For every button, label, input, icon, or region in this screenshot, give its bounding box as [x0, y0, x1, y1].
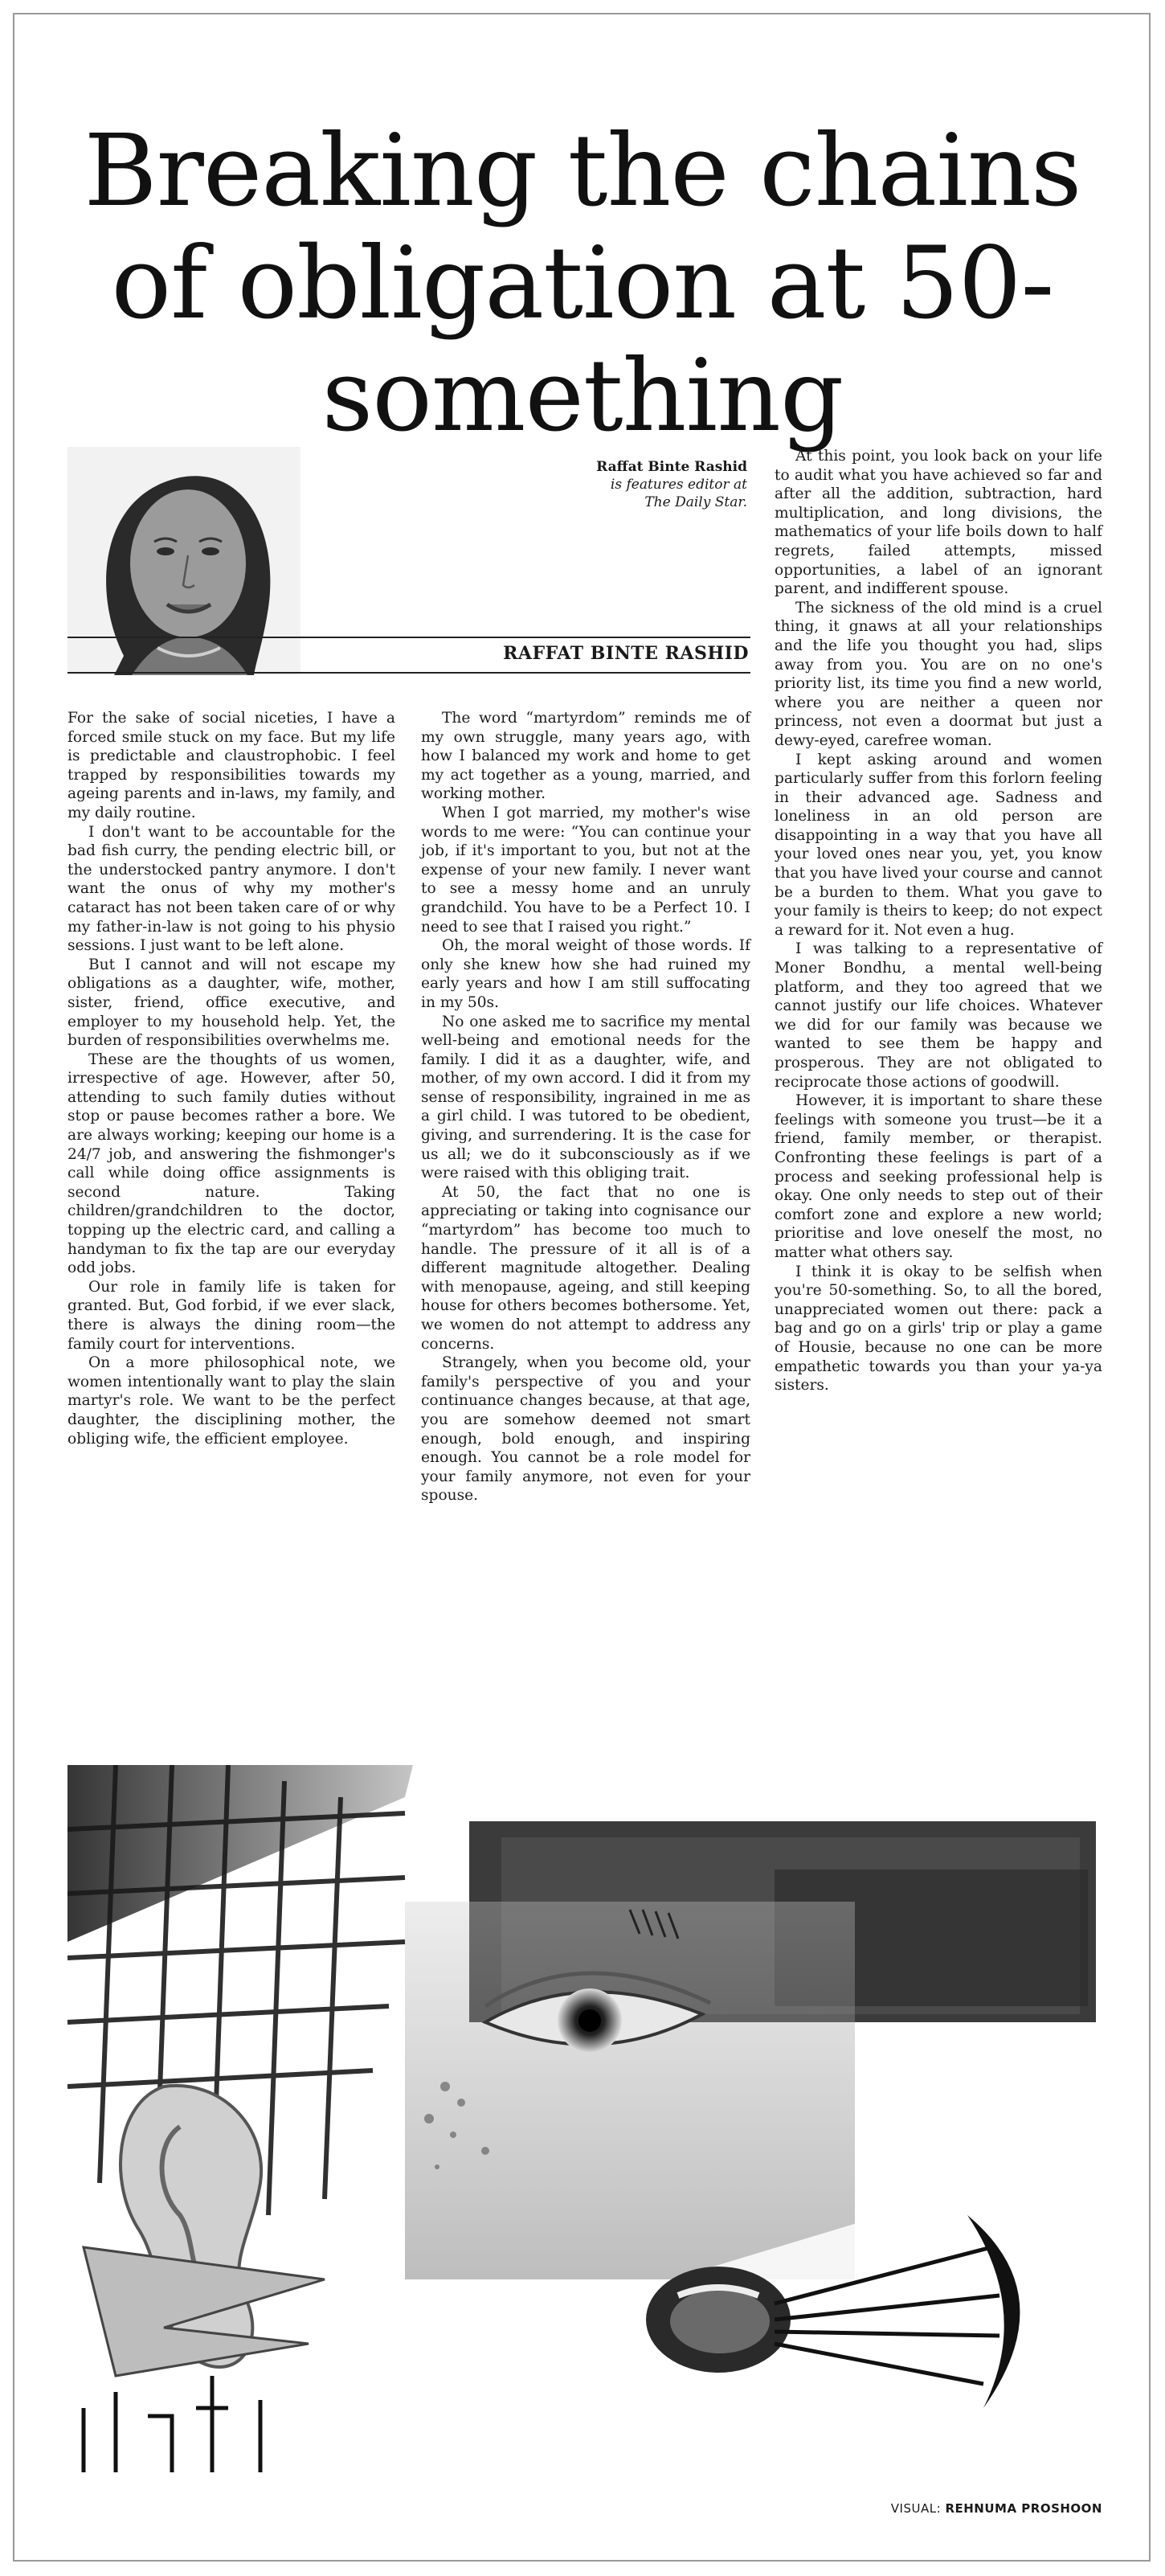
byline: RAFFAT BINTE RASHID: [503, 643, 749, 664]
paragraph: Our role in family life is taken for granted. But, God forbid, if we ever slack, there is always the dining room—the family court for interventions.: [67, 1278, 395, 1353]
visual-credit-name: REHNUMA PROSHOON: [945, 2501, 1102, 2516]
paragraph: Oh, the moral weight of those words. If only she knew how she had ruined my early years and how I am still suffocating in my 50s.: [421, 937, 750, 1011]
article-column-1: [67, 709, 395, 1448]
author-credit-role: is features editor at: [610, 477, 747, 493]
paragraph: The sickness of the old mind is a cruel thing, it gnaws at all your relationships and the life you thought you had, slips away from you. You are on no one's priority list, its time you find a new world, where you are neither a queen nor princess, not even a doormat but just a dewy-eyed, carefree woman.: [775, 599, 1102, 749]
author-photo: [67, 447, 300, 675]
paragraph: However, it is important to share these feelings with someone you trust—be it a friend, family member, or therapist. Confronting these feelings is part of a process and seeking professional help is okay. One only needs to step out of their comfort zone and explore a new world; prioritise and love oneself the most, no matter what others say.: [775, 1092, 1102, 1261]
paragraph: But I cannot and will not escape my obligations as a daughter, wife, mother, sister, friend, office executive, and employer to my household help. Yet, the burden of responsibilities overwhelms me.: [67, 956, 395, 1050]
paragraph: On a more philosophical note, we women intentionally want to play the slain martyr's role. We want to be the perfect daughter, the disciplining mother, the obliging wife, the efficient employee.: [67, 1354, 395, 1448]
paragraph: I was talking to a representative of Moner Bondhu, a mental well-being platform, and they too agreed that we cannot justify our life choices. Whatever we did for our family was because we wanted to see them be happy and prosperous. They are not obligated to reciprocate those actions of goodwill.: [775, 940, 1102, 1091]
visual-credit-label: VISUAL:: [890, 2501, 942, 2516]
paragraph: Strangely, when you become old, your family's perspective of you and your continuance changes because, at that age, you are somehow deemed not smart enough, bold enough, and inspiring enough. You cannot be a role model for your family anymore, not even for your spouse.: [421, 1354, 750, 1505]
author-portrait-icon: [67, 447, 300, 675]
paragraph: When I got married, my mother's wise words to me were: “You can continue your job, if it's important to you, but not at the expense of your new family. I never want to see a messy home and an unruly grandchild. You have to be a Perfect 10. I need to see that I raised you right.”: [421, 804, 750, 936]
byline-top-rule: [67, 637, 750, 638]
paragraph: I think it is okay to be selfish when you're 50-something. So, to all the bored, unappreciated women out there: pack a bag and go on a girls' trip or play a game of Housie, because no one can be more empathetic towards you than your ya-ya sisters.: [775, 1263, 1102, 1394]
paragraph: These are the thoughts of us women, irrespective of age. However, after 50, attending to such family duties without stop or pause becomes rather a bore. We are always working; keeping our home is a 24/7 job, and answering the fishmonger's call while doing office assignments is second nature. Taking children/grandchildren to the doctor, topping up the electric card, and calling a handyman to fix the tap are our everyday odd jobs.: [67, 1050, 395, 1277]
paragraph: For the sake of social niceties, I have a forced smile stuck on my face. But my life is predictable and claustrophobic. I feel trapped by responsibilities towards my ageing parents and in-laws, my family, and my daily routine.: [67, 710, 395, 821]
collage-illustration-icon: [67, 1765, 1102, 2488]
author-credit: [514, 458, 747, 511]
paragraph: No one asked me to sacrifice my mental well-being and emotional needs for the family. I did it as a daughter, wife, and mother, of my own accord. I did it from my sense of responsibility, ingrained in me as a girl child. I was tutored to be obedient, giving, and surrendering. It is the case for us all; we do it subconsciously as if we were raised with this obliging trait.: [421, 1013, 750, 1182]
author-credit-name: Raffat Binte Rashid: [596, 459, 747, 475]
article-column-2: [421, 709, 750, 1505]
paragraph: I kept asking around and women particularly suffer from this forlorn feeling in their advanced age. Sadness and loneliness in an old person are disappointing in a way that you have all your loved ones near you, yet, you know that you have lived your course and cannot be a burden to them. What you gave to your family is theirs to keep; do not expect a reward for it. Not even a hug.: [775, 751, 1102, 939]
paragraph: I don't want to be accountable for the bad fish curry, the pending electric bill, or the understocked pantry anymore. I don't want the onus of why my mother's cataract has not been taken care of or why my father-in-law is not going to his physio sessions. I just want to be left alone.: [67, 823, 395, 955]
author-credit-publication: The Daily Star.: [644, 494, 747, 510]
illustration: [67, 1765, 1102, 2488]
visual-credit: [891, 2501, 1102, 2516]
paragraph: The word “martyrdom” reminds me of my own struggle, many years ago, with how I balanced my work and home to get my act together as a young, married, and working mother.: [421, 710, 750, 803]
byline-bottom-rule: [67, 672, 750, 674]
article-column-3: [775, 447, 1102, 1395]
paragraph: At this point, you look back on your life to audit what you have achieved so far and after all the addition, subtraction, hard multiplication, and long divisions, the mathematics of your life boils down to half regrets, failed attempts, missed opportunities, a label of an ignorant parent, and indifferent spouse.: [775, 448, 1102, 598]
paragraph: At 50, the fact that no one is appreciating or taking into cognisance our “martyrdom” has become too much to handle. The pressure of it all is of a different magnitude altogether. Dealing with menopause, ageing, and still keeping house for others becomes bothersome. Yet, we women do not attempt to address any concerns.: [421, 1183, 750, 1353]
headline: Breaking the chains of obligation at 50-something: [84, 113, 1081, 455]
